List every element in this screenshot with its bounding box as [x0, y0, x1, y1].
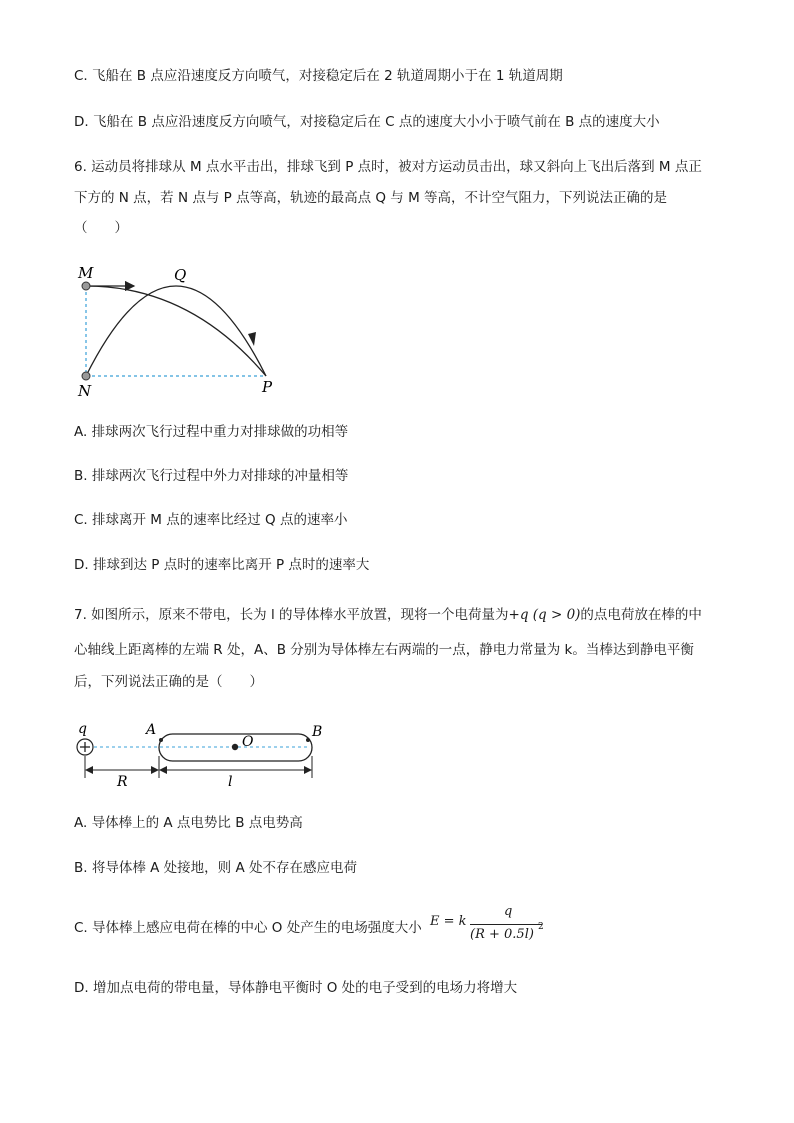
q7-stem-line2: 心轴线上距离棒的左端 R 处，A、B 分别为导体棒左右两端的一点，静电力常量为 k。当棒达到静电平衡	[74, 642, 694, 658]
formula-numerator: q	[504, 904, 513, 919]
q6-option-c: C. 排球离开 M 点的速率比经过 Q 点的速率小	[74, 512, 348, 528]
label-p: P	[262, 378, 273, 396]
point-n	[82, 372, 90, 380]
q6-stem-line1: 6. 运动员将排球从 M 点水平击出，排球飞到 P 点时，被对方运动员击出，球又斜向上飞出后落到 M 点正	[74, 159, 702, 175]
q6-stem-line2: 下方的 N 点，若 N 点与 P 点等高，轨迹的最高点 Q 与 M 等高，不计空气阻力，下列说法正确的是	[74, 190, 668, 206]
q7-stem-line1-post: 的点电荷放在棒的中	[580, 607, 702, 623]
label-l: l	[228, 774, 233, 790]
q7-stem-line3: 后，下列说法正确的是（ ）	[74, 674, 263, 690]
trajectory-p-to-n	[86, 286, 266, 376]
q5-option-c: C. 飞船在 B 点应沿速度反方向喷气，对接稳定后在 2 轨道周期小于在 1 轨道周期	[74, 68, 563, 84]
q7-option-d: D. 增加点电荷的带电量，导体静电平衡时 O 处的电子受到的电场力将增大	[74, 980, 518, 996]
label-o: O	[242, 734, 254, 750]
formula-fraction-bar	[470, 924, 542, 925]
q5-option-d: D. 飞船在 B 点应沿速度反方向喷气，对接稳定后在 C 点的速度大小小于喷气前在 B 点的速度大小	[74, 114, 660, 130]
label-m: M	[78, 264, 94, 282]
q6-answer-paren: （ ）	[74, 220, 128, 236]
label-r: R	[117, 774, 128, 790]
q6-option-d: D. 排球到达 P 点时的速率比离开 P 点时的速率大	[74, 557, 370, 573]
label-q: q	[78, 721, 87, 737]
q6-option-a: A. 排球两次飞行过程中重力对排球做的功相等	[74, 424, 349, 440]
q7-option-c-formula	[430, 904, 550, 950]
point-b	[306, 738, 310, 742]
formula-denominator: (R + 0.5l)	[470, 927, 534, 942]
label-b: B	[312, 724, 323, 740]
q6-trajectory-figure	[70, 258, 290, 403]
label-a: A	[146, 722, 157, 738]
point-m	[82, 282, 90, 290]
label-q: Q	[174, 266, 187, 284]
q7-option-c: C. 导体棒上感应电荷在棒的中心 O 处产生的电场强度大小	[74, 920, 422, 936]
q7-stem-line1-pre: 7. 如图所示，原来不带电，长为 l 的导体棒水平放置，现将一个电荷量为	[74, 607, 509, 623]
formula-lhs: E = k	[430, 914, 467, 929]
q6-option-b: B. 排球两次飞行过程中外力对排球的冲量相等	[74, 468, 349, 484]
q7-option-b: B. 将导体棒 A 处接地，则 A 处不存在感应电荷	[74, 860, 357, 876]
q7-stem-line1	[74, 605, 702, 625]
q7-charge-math: +q (q > 0)	[508, 607, 581, 623]
q7-option-a: A. 导体棒上的 A 点电势比 B 点电势高	[74, 815, 303, 831]
q7-conductor-figure	[70, 720, 330, 792]
return-direction-arrow	[248, 332, 256, 346]
point-a	[159, 738, 163, 742]
label-n: N	[78, 382, 92, 400]
center-o	[232, 744, 238, 750]
formula-exponent: 2	[538, 922, 544, 932]
